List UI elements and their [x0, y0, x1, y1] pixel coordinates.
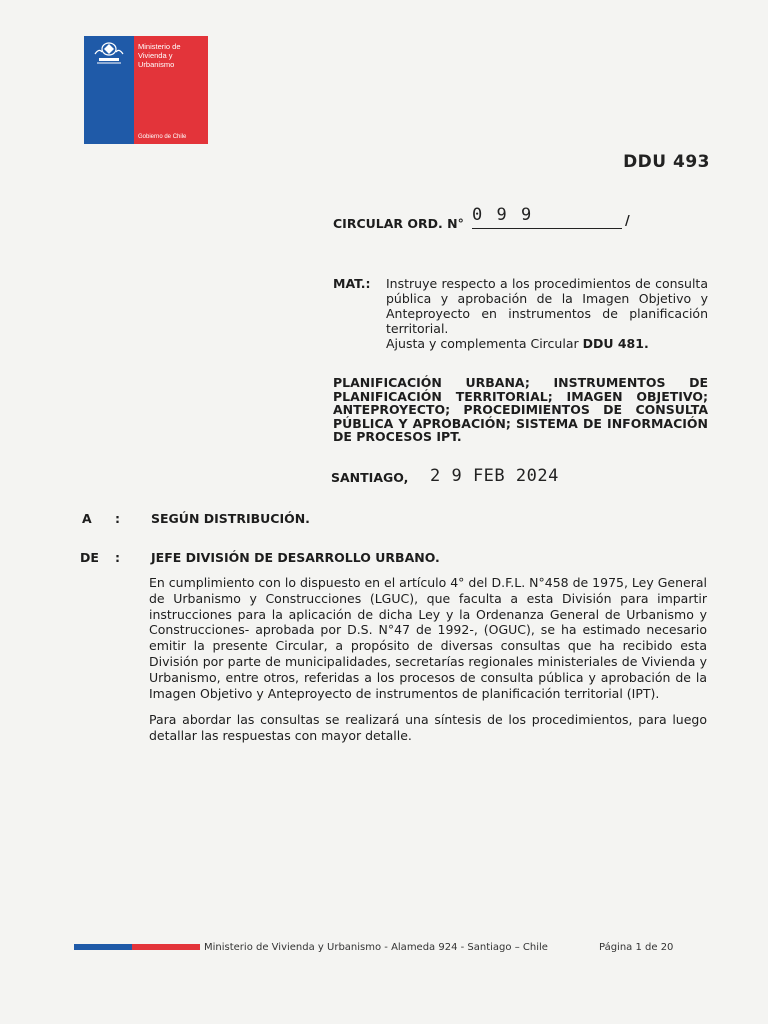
materia-text: Instruye respecto a los procedimientos de consulta pública y aprobación de la Imagen Objetivo y Anteproyecto en instrumentos de planificación territorial.: [386, 276, 708, 336]
santiago-label: SANTIAGO,: [331, 470, 409, 485]
body-paragraph-2: Para abordar las consultas se realizará una síntesis de los procedimientos, para luego detallar las respuestas con mayor detalle.: [149, 712, 707, 743]
logo-red-panel: [134, 36, 208, 144]
circular-slash: /: [625, 214, 630, 229]
sender-colon: :: [115, 550, 120, 565]
circular-underline: [472, 228, 622, 229]
keywords: PLANIFICACIÓN URBANA; INSTRUMENTOS DE PLANIFICACIÓN TERRITORIAL; IMAGEN OBJETIVO; ANTEPROYECTO; PROCEDIMIENTOS DE CONSULTA PÚBLICA Y APROBACIÓN; SISTEMA DE INFORMACIÓN DE PROCESOS IPT.: [333, 375, 708, 444]
recipient-label: A: [82, 511, 92, 526]
ministry-logo: [84, 36, 208, 144]
circular-label: CIRCULAR ORD. N°: [333, 216, 464, 231]
footer-color-bar: [74, 944, 200, 950]
ajusta-prefix: Ajusta y complementa Circular: [386, 336, 579, 351]
footer-address: Ministerio de Vivienda y Urbanismo - Alameda 924 - Santiago – Chile: [204, 942, 548, 953]
materia-label: MAT.:: [333, 276, 371, 291]
logo-line-1: Ministerio de: [138, 42, 181, 51]
logo-blue-panel: [84, 36, 134, 144]
logo-ministry-name: [138, 42, 181, 69]
footer-bar-red: [132, 944, 200, 950]
coat-of-arms-icon: [91, 40, 127, 66]
recipient-colon: :: [115, 511, 120, 526]
logo-line-2: Vivienda y: [138, 51, 173, 60]
sender-label: DE: [80, 550, 99, 565]
body-paragraph-1: En cumplimiento con lo dispuesto en el artículo 4° del D.F.L. N°458 de 1975, Ley General de Urbanismo y Construcciones (LGUC), que faculta a esta División para impartir instrucciones para la aplicación de dicha Ley y la Ordenanza General de Urbanismo y Construcciones- aprobada por D.S. N°47 de 1992-, (OGUC), se ha estimado necesario emitir la presente Circular, a propósito de diversas consultas que ha recibido esta División por parte de municipalidades, secretarías regionales ministeriales de Vivienda y Urbanismo, entre otros, referidas a los procesos de consulta pública y aprobación de la Imagen Objetivo y Anteproyecto de instrumentos de planificación territorial (IPT).: [149, 575, 707, 701]
logo-line-3: Urbanismo: [138, 60, 175, 69]
document-code: DDU 493: [623, 152, 710, 172]
materia-ajusta: [386, 336, 649, 351]
logo-gobierno: Gobierno de Chile: [138, 134, 187, 140]
date-stamp: 2 9 FEB 2024: [430, 466, 559, 486]
footer-bar-blue: [74, 944, 132, 950]
ajusta-ref: DDU 481.: [582, 336, 649, 351]
sender-value: JEFE DIVISIÓN DE DESARROLLO URBANO.: [151, 550, 440, 565]
footer-page-number: Página 1 de 20: [599, 942, 674, 953]
recipient-value: SEGÚN DISTRIBUCIÓN.: [151, 511, 310, 526]
circular-number: 0 9 9: [472, 205, 534, 225]
